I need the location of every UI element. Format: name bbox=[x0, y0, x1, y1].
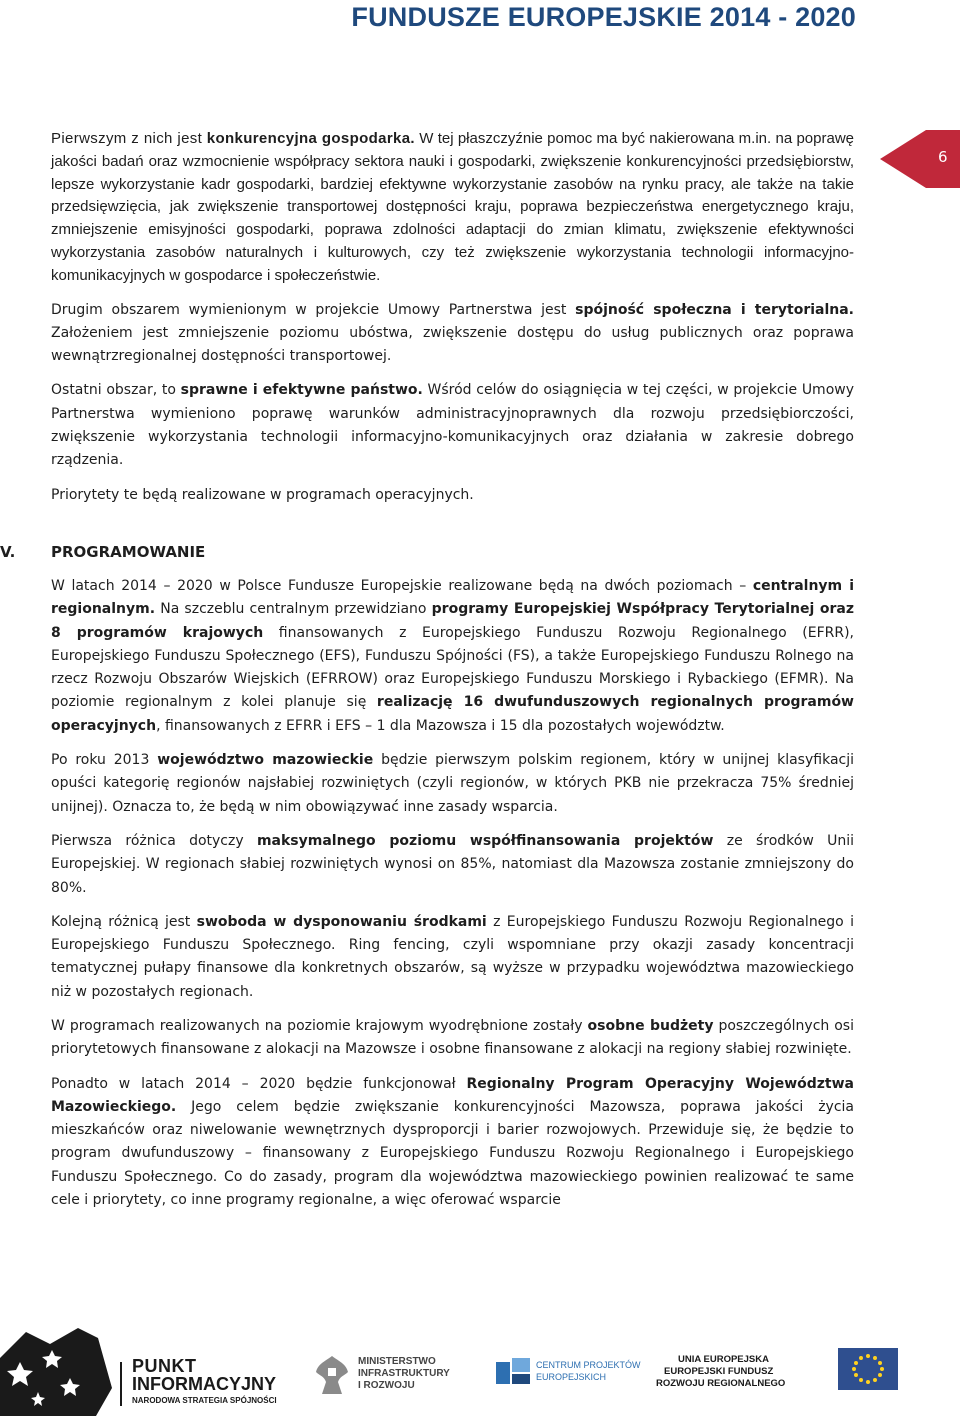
bold-text: konkurencyjna gospodarka. bbox=[206, 130, 415, 147]
text: finansowanych z Europejskiego Funduszu Rozwoju Regionalnego (EFRR), Europejskiego Funduszu Społecznego (EFS), Funduszu Spójności (FS), a także Europejskiego Funduszu Rolnego na rzecz Rozwoju Obszarów Wiejskich (EFRROW) oraz Europejskiego Funduszu Morskiego i Rybackiego (EFMR). Na poziomie regionalnym z kolei planuje się bbox=[51, 624, 855, 711]
text: poszczególnych osi priorytetowych finansowane z alokacji na Mazowsze i osobne finansowane z alokacji na regiony słabiej rozwinięte. bbox=[51, 1018, 854, 1058]
page-marker-arrow-icon bbox=[880, 130, 960, 188]
bold-text: realizację 16 dwufunduszowych regionalnych programów operacyjnych bbox=[51, 694, 854, 734]
paragraph-priorities: Priorytety te będą realizowane w programach operacyjnych. bbox=[51, 486, 474, 503]
document-body bbox=[0, 128, 855, 1223]
page-number: 6 bbox=[938, 148, 948, 166]
header-title: FUNDUSZE EUROPEJSKIE 2014 - 2020 bbox=[351, 2, 856, 32]
text: W latach 2014 – 2020 w Polsce Fundusze Europejskie realizowane będą na dwóch poziomach – bbox=[51, 577, 753, 594]
pi-line1: PUNKT bbox=[132, 1356, 197, 1376]
paragraph-regional-program bbox=[51, 1073, 854, 1213]
bold-text: województwo mazowieckie bbox=[157, 752, 374, 769]
ministry-eagle-icon bbox=[314, 1354, 350, 1396]
paragraph-cofinancing bbox=[51, 830, 854, 900]
text: Kolejną różnicą jest bbox=[51, 913, 197, 930]
pi-line3: NARODOWA STRATEGIA SPÓJNOŚCI bbox=[132, 1396, 277, 1405]
ue-line3: ROZWOJU REGIONALNEGO bbox=[656, 1378, 786, 1389]
min-line3: I ROZWOJU bbox=[358, 1380, 415, 1391]
cpe-emblem-icon bbox=[496, 1358, 530, 1388]
page-number-marker bbox=[880, 130, 960, 188]
bold-text: maksymalnego poziomu współfinansowania projektów bbox=[256, 832, 714, 849]
footer-logos bbox=[0, 1328, 960, 1416]
section-heading bbox=[0, 541, 854, 563]
text: ze środków Unii Europejskiej. W regionach słabiej rozwiniętych wynosi on 85%, natomiast dla Mazowsza zostanie zmniejszony do 80%. bbox=[51, 832, 855, 896]
bold-text: programy Europejskiej Współpracy Terytorialnej oraz 8 programów krajowych bbox=[51, 601, 854, 641]
paragraph-competitive-economy bbox=[51, 128, 854, 288]
text: z Europejskiego Funduszu Rozwoju Regionalnego i Europejskiego Funduszu Społecznego. Ring fencing, czyli wspomniane przy okazji zasady koncentracji tematycznej pułapy finansowe dla konkretnych obszarów, są wyższe w przypadku województwa mazowieckiego niż w pozostałych regionach. bbox=[51, 913, 854, 1000]
text: W tej płaszczyźnie pomoc ma być nakierowana m.in. na poprawę jakości badań oraz wzmocnienie współpracy sektora nauki i gospodarki, zwiększenie konkurencyjności przedsiębiorstw, lepsze wykorzystanie kadr gospodarki, bardziej efektywne wykorzystanie zasobów na rynku pracy, ale także na takie przedsięwzięcia, jak zwiększenie transportowej dostępności kraju, poprawa bezpieczeństwa energetycznego kraju, zmniejszenie emisyjności gospodarki, poprawa zdolności adaptacji do zmian klimatu, zwiększenie efektywności wykorzystania zasobów naturalnych i kulturowych, czy też zwiększenie wykorzystania technologii informacyjno-komunikacyjnych w gospodarce i społeczeństwie. bbox=[51, 130, 855, 284]
text: Założeniem jest zmniejszenie poziomu ubóstwa, zwiększenie dostępu do usług publicznych oraz poprawa wewnątrzregionalnej dostępności transportowej. bbox=[51, 324, 854, 365]
text: Pierwszym z nich jest bbox=[51, 130, 207, 147]
text: Jego celem będzie zwiększanie konkurencyjności Mazowsza, poprawa jakości życia mieszkańców oraz niwelowanie wewnętrznych dysproporcji i barier rozwojowych. Przewiduje się, że będzie to program dwufunduszowy – finansowany z Europejskiego Funduszu Rozwoju Regionalnego i Europejskiego Funduszu Społecznego. Co do zasady, program dla województwa mazowieckiego powinien realizować te same cele i priorytety, co inne programy regionalne, a więc oferować wsparcie bbox=[51, 1098, 854, 1209]
text: Pierwsza różnica dotyczy bbox=[51, 832, 257, 849]
bold-text: sprawne i efektywne państwo. bbox=[180, 382, 423, 399]
text: Drugim obszarem wymienionym w projekcie Umowy Partnerstwa jest bbox=[51, 301, 576, 318]
punkt-informacyjny-logo bbox=[0, 1328, 290, 1416]
ue-line2: EUROPEJSKI FUNDUSZ bbox=[664, 1366, 774, 1377]
pi-line2: INFORMACYJNY bbox=[132, 1374, 277, 1394]
paragraph-efficient-state bbox=[51, 379, 854, 472]
paragraph-programming-levels bbox=[51, 575, 854, 738]
bold-text: spójność społeczna i terytorialna. bbox=[575, 301, 854, 318]
section-title: PROGRAMOWANIE bbox=[51, 542, 206, 561]
bold-text: osobne budżety bbox=[587, 1018, 714, 1034]
cpe-line1: CENTRUM PROJEKTÓW bbox=[536, 1360, 641, 1370]
min-line1: MINISTERSTWO bbox=[358, 1356, 436, 1367]
ministerstwo-logo bbox=[314, 1354, 464, 1404]
text: , finansowanych z EFRR i EFS – 1 dla Mazowsza i 15 dla pozostałych województw. bbox=[156, 717, 725, 734]
cpe-logo bbox=[496, 1356, 646, 1396]
min-line2: INFRASTRUKTURY bbox=[358, 1368, 450, 1379]
paragraph-mazovia-region bbox=[51, 749, 854, 819]
ue-line1: UNIA EUROPEJSKA bbox=[678, 1354, 769, 1365]
text: Ostatni obszar, to bbox=[51, 382, 181, 399]
paragraph-separate-budgets bbox=[51, 1015, 854, 1062]
paragraph-funds-freedom bbox=[51, 911, 854, 1004]
text: będzie pierwszym polskim regionem, który w unijnej klasyfikacji opuści kategorię regionów najsłabiej rozwiniętych (czyli regionów, w których PKB nie przekracza 75% średniej unijnej). Oznacza to, że będą w nim obowiązywać inne zasady wsparcia. bbox=[51, 752, 855, 815]
bold-text: swoboda w dysponowaniu środkami bbox=[196, 913, 487, 930]
text: W programach realizowanych na poziomie krajowym wyodrębnione zostały bbox=[51, 1018, 588, 1034]
eu-flag-icon bbox=[838, 1348, 898, 1390]
bold-text: centralnym i regionalnym. bbox=[51, 577, 854, 618]
text: Wśród celów do osiągnięcia w tej części, w projekcie Umowy Partnerstwa wymieniono poprawę warunków administracyjnoprawnych dla rozwoju przedsiębiorczości, zwiększenie wykorzystania technologii informacyjno-komunikacyjnych oraz działania w zakresie dobrego rządzenia. bbox=[51, 382, 854, 469]
ue-logo bbox=[652, 1348, 904, 1408]
bold-text: Regionalny Program Operacyjny Województwa Mazowieckiego. bbox=[51, 1075, 854, 1115]
text: Na szczeblu centralnym przewidziano bbox=[155, 601, 432, 618]
section-number: V. bbox=[0, 542, 16, 561]
cpe-line2: EUROPEJSKICH bbox=[536, 1372, 607, 1382]
text: Po roku 2013 bbox=[51, 752, 158, 769]
paragraph-social-cohesion bbox=[51, 299, 854, 369]
text: Ponadto w latach 2014 – 2020 będzie funkcjonował bbox=[51, 1075, 467, 1092]
